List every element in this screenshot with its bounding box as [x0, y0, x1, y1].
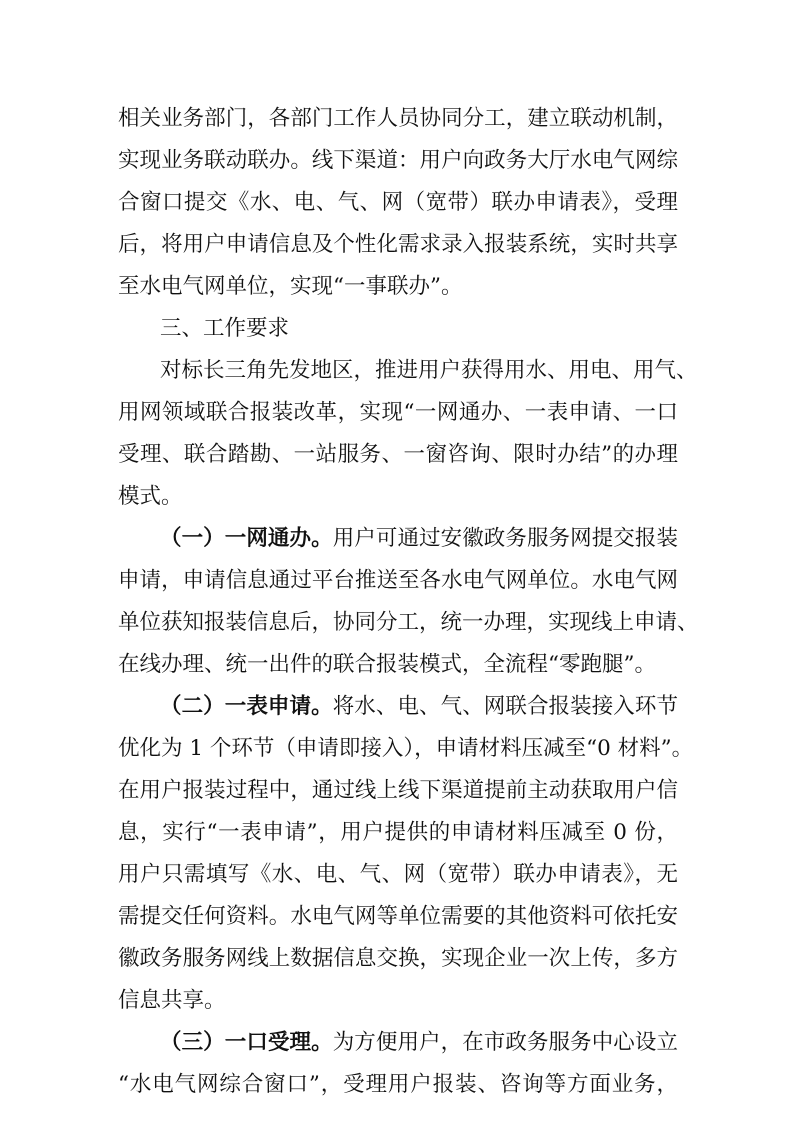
paragraph-line: 合窗口提交《水、电、气、网（宽带）联办申请表》，受理 [118, 190, 678, 215]
paragraph-line: 徽政务服务网线上数据信息交换，实现企业一次上传，多方 [118, 946, 678, 971]
item-three-title: （三）一口受理。 [160, 1030, 333, 1055]
section-heading: 三、工作要求 [160, 316, 290, 341]
paragraph-line: 对标长三角先发地区，推进用户获得用水、用电、用气、 [160, 358, 698, 383]
item-two-title: （二）一表申请。 [160, 694, 333, 719]
paragraph-line: 信息共享。 [118, 988, 226, 1013]
paragraph-line: 在用户报装过程中，通过线上线下渠道提前主动获取用户信 [118, 778, 678, 803]
paragraph-line: 需提交任何资料。水电气网等单位需要的其他资料可依托安 [118, 904, 678, 929]
item-one-first-line [160, 528, 678, 550]
paragraph-line: 用网领域联合报装改革，实现“一网通办、一表申请、一口 [118, 400, 678, 425]
item-one-text: 用户可通过安徽政务服务网提交报装 [332, 526, 678, 551]
paragraph-line: 用户只需填写《水、电、气、网（宽带）联办申请表》，无 [118, 862, 678, 887]
paragraph-line: “水电气网综合窗口”，受理用户报装、咨询等方面业务， [118, 1072, 678, 1097]
paragraph-line: 实现业务联动联办。线下渠道：用户向政务大厅水电气网综 [118, 148, 678, 173]
item-three-text: 为方便用户，在市政务服务中心设立 [332, 1030, 678, 1055]
paragraph-line: 后，将用户申请信息及个性化需求录入报装系统，实时共享 [118, 232, 678, 257]
paragraph-line: 息，实行“一表申请”，用户提供的申请材料压减至 0 份， [118, 820, 678, 845]
item-three-first-line [160, 1032, 678, 1054]
paragraph-line: 在线办理、统一出件的联合报装模式，全流程“零跑腿”。 [118, 652, 656, 677]
paragraph-line: 至水电气网单位，实现“一事联办”。 [118, 274, 463, 299]
paragraph-line: 申请，申请信息通过平台推送至各水电气网单位。水电气网 [118, 568, 678, 593]
paragraph-line: 优化为 1 个环节（申请即接入），申请材料压减至“0 材料”。 [118, 736, 694, 761]
paragraph-line: 受理、联合踏勘、一站服务、一窗咨询、限时办结”的办理 [118, 442, 678, 467]
paragraph-line: 相关业务部门，各部门工作人员协同分工，建立联动机制， [118, 106, 678, 131]
item-one-title: （一）一网通办。 [160, 526, 333, 551]
paragraph-line: 单位获知报装信息后，协同分工，统一办理，实现线上申请、 [118, 610, 699, 635]
item-two-text: 将水、电、气、网联合报装接入环节 [332, 694, 678, 719]
item-two-first-line [160, 696, 678, 718]
paragraph-line: 模式。 [118, 484, 183, 509]
